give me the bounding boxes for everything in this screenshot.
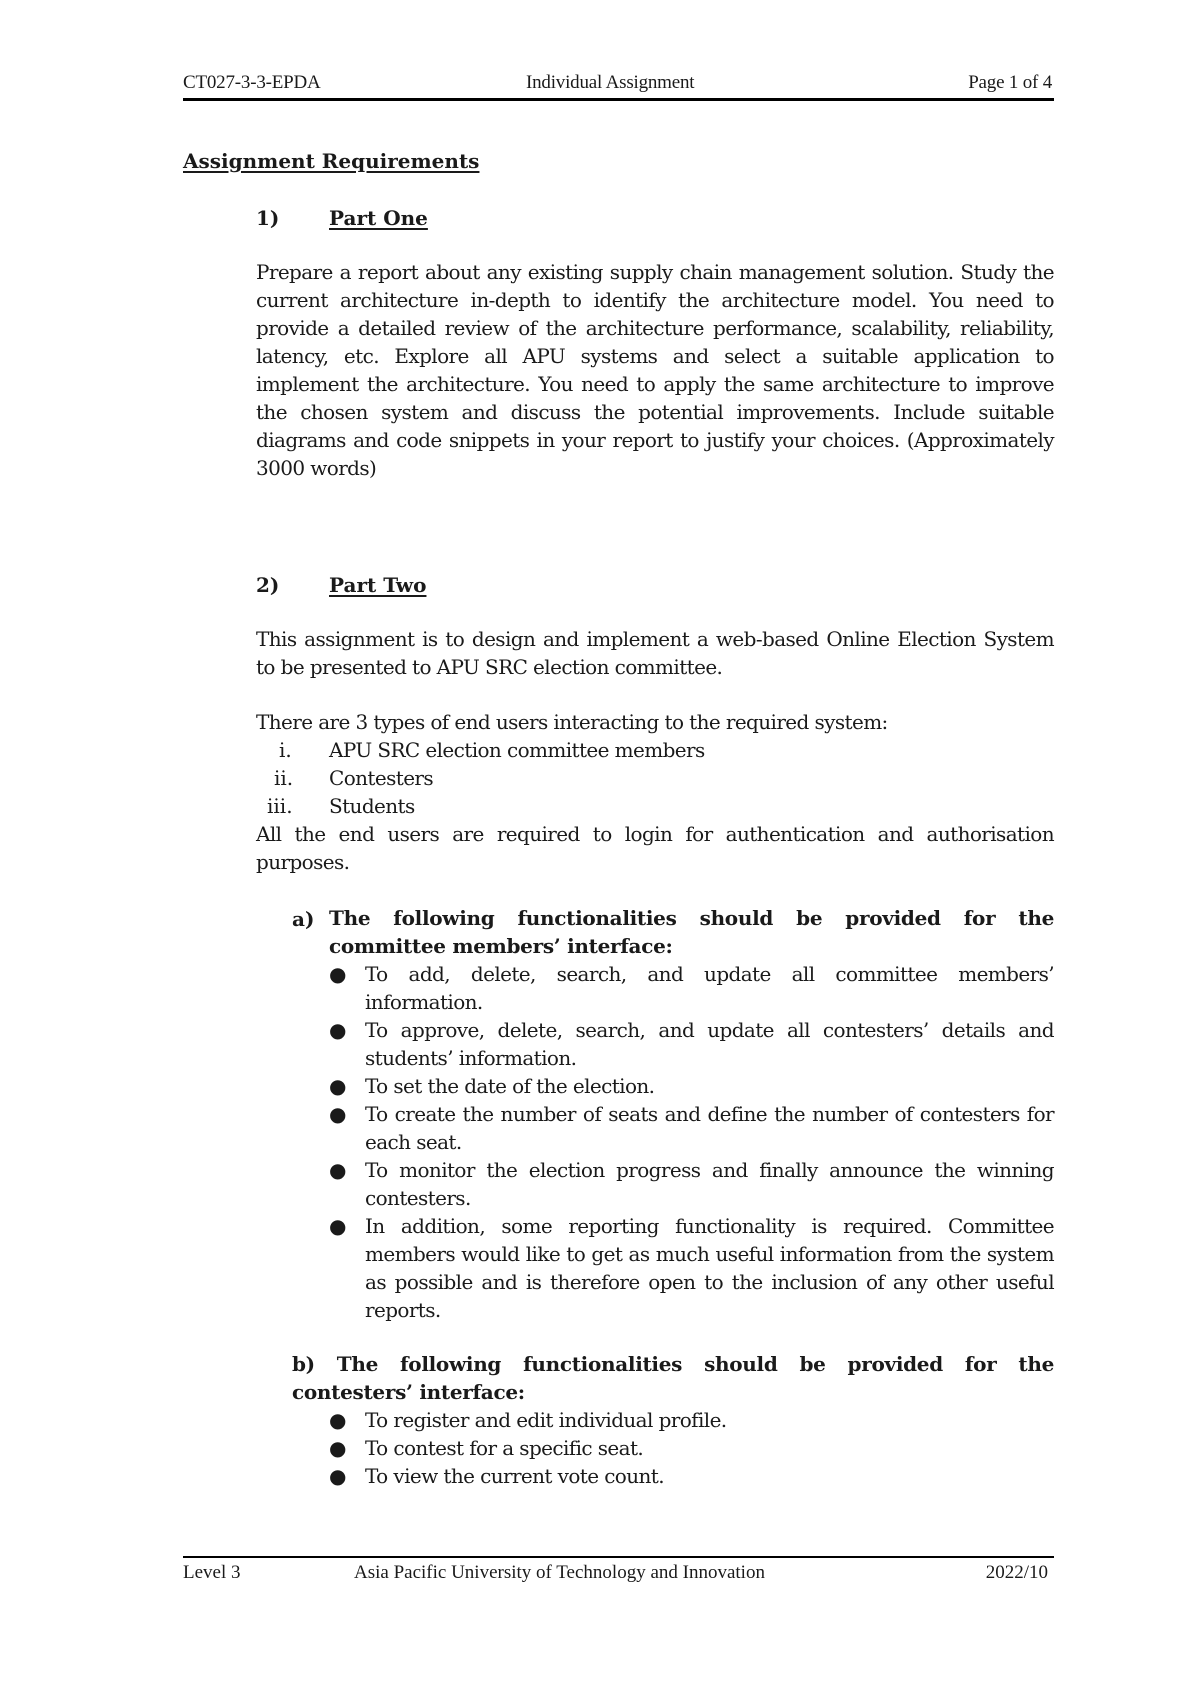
footer-institution: Asia Pacific University of Technology and Innovation bbox=[354, 1562, 765, 1583]
bullet-icon: ● bbox=[329, 1102, 347, 1126]
user-label: Students bbox=[329, 794, 415, 818]
footer-date: 2022/10 bbox=[985, 1562, 1048, 1583]
list-item-text: In addition, some reporting functionality is required. Committee members would like to get as much useful information from the system as possible and is therefore open to the inclusion of any other useful reports. bbox=[365, 1214, 1054, 1322]
list-item-text: To view the current vote count. bbox=[365, 1464, 664, 1488]
bullet-icon: ● bbox=[329, 1214, 347, 1238]
header-doc-type: Individual Assignment bbox=[526, 72, 695, 93]
user-num: i. bbox=[279, 738, 292, 762]
part-two-number: 2) bbox=[256, 573, 280, 597]
user-label: APU SRC election committee members bbox=[329, 738, 705, 762]
login-note: All the end users are required to login for authentication and authorisation purposes. bbox=[256, 822, 1054, 874]
part-two-intro: This assignment is to design and implement a web-based Online Election System to be presented to APU SRC election committee. bbox=[256, 627, 1054, 679]
header-course-code: CT027-3-3-EPDA bbox=[183, 72, 321, 93]
bullet-icon: ● bbox=[329, 1018, 347, 1042]
part-one-number: 1) bbox=[256, 206, 280, 230]
list-item-text: To contest for a specific seat. bbox=[365, 1436, 644, 1460]
list-item-text: To approve, delete, search, and update all contesters’ details and students’ information. bbox=[365, 1018, 1054, 1070]
bullet-icon: ● bbox=[329, 962, 347, 986]
bullet-icon: ● bbox=[329, 1436, 347, 1460]
footer-level: Level 3 bbox=[183, 1562, 241, 1583]
users-intro: There are 3 types of end users interacting to the required system: bbox=[256, 710, 888, 734]
bullet-icon: ● bbox=[329, 1158, 347, 1182]
bullet-icon: ● bbox=[329, 1074, 347, 1098]
list-item-text: To set the date of the election. bbox=[365, 1074, 655, 1098]
bullet-icon: ● bbox=[329, 1464, 347, 1488]
section-b-title: b) The following functionalities should be provided for the contesters’ interface: bbox=[292, 1352, 1054, 1404]
page-header bbox=[183, 70, 1054, 100]
section-a-label: a) bbox=[292, 907, 315, 931]
list-item-text: To add, delete, search, and update all committee members’ information. bbox=[365, 962, 1054, 1014]
list-item-text: To monitor the election progress and finally announce the winning contesters. bbox=[365, 1158, 1054, 1210]
user-num: iii. bbox=[267, 794, 293, 818]
bullet-icon: ● bbox=[329, 1408, 347, 1432]
part-one-heading: Part One bbox=[329, 206, 428, 230]
user-label: Contesters bbox=[329, 766, 434, 790]
footer-divider bbox=[183, 1556, 1054, 1558]
part-two-heading: Part Two bbox=[329, 573, 427, 597]
header-divider bbox=[183, 98, 1054, 101]
list-item-text: To register and edit individual profile. bbox=[365, 1408, 727, 1432]
page-footer bbox=[183, 1560, 1054, 1590]
header-page-label: Page 1 of 4 bbox=[968, 72, 1052, 93]
part-one-body: Prepare a report about any existing supply chain management solution. Study the current architecture in-depth to identify the architecture model. You need to provide a detailed review of the architecture performance, scalability, reliability, latency, etc. Explore all APU systems and select a suitable application to implement the architecture. You need to apply the same architecture to improve the chosen system and discuss the potential improvements. Include suitable diagrams and code snippets in your report to justify your choices. (Approximately 3000 words) bbox=[256, 260, 1054, 480]
list-item-text: To create the number of seats and define the number of contesters for each seat. bbox=[365, 1102, 1054, 1154]
section-a-title: The following functionalities should be provided for the committee members’ interface: bbox=[329, 906, 1054, 958]
user-num: ii. bbox=[274, 766, 294, 790]
page-title: Assignment Requirements bbox=[183, 149, 480, 173]
